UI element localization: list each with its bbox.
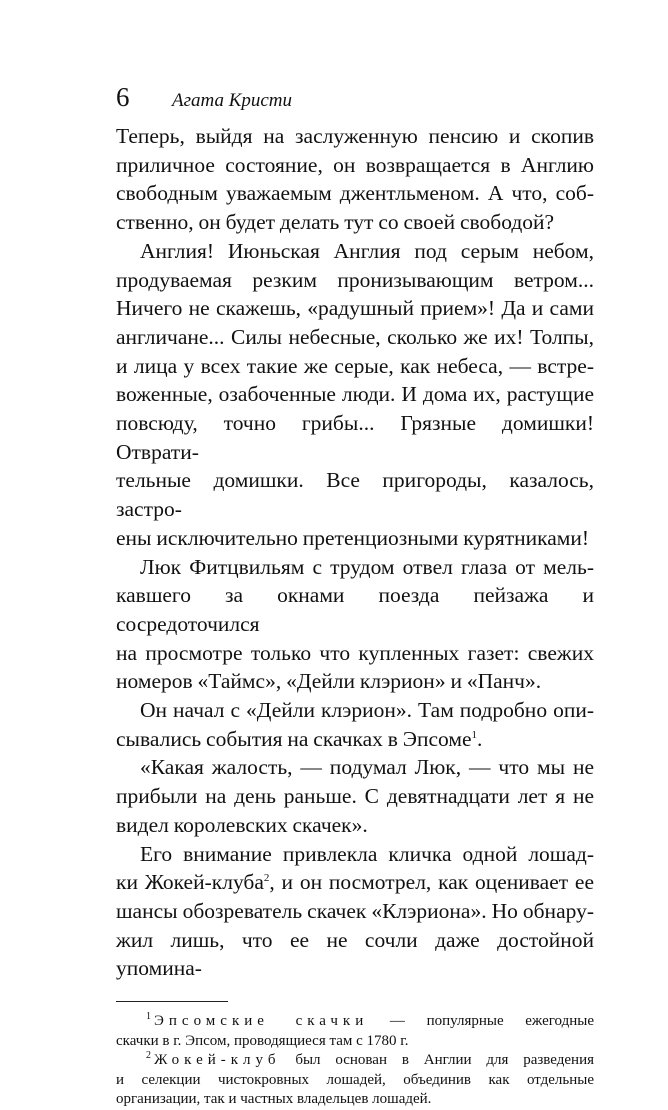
running-title: Агата Кристи <box>172 90 292 111</box>
footnote-mark: 1 <box>146 1011 151 1023</box>
footnote-term: Жокей-клуб <box>154 1052 281 1069</box>
text-line: ены исключительно претенциозными курятниками! <box>116 525 590 550</box>
footnote-ref-1: 1 <box>471 728 478 741</box>
text-line: Англия! Июньская Англия под серым небом, <box>140 238 594 263</box>
text-fragment: . <box>477 726 483 751</box>
text-line: Люк Фитцвильям с трудом отвел глаза от мель- <box>140 554 594 579</box>
text-line: воженные, озабоченные люди. И дома их, растущие <box>116 382 594 407</box>
book-page <box>116 82 594 1110</box>
text-line: кавшего за окнами поезда пейзажа и сосредоточился <box>116 583 594 636</box>
text-line: Теперь, выйдя на заслуженную пенсию и скопив <box>116 124 594 148</box>
footnote-term: Эпсомские скачки <box>154 1013 369 1030</box>
text-fragment: ки Жокей-клуба <box>116 870 264 895</box>
text-line <box>116 725 594 754</box>
paragraph-5 <box>116 753 594 839</box>
footnote-text: был основан в Англии для разведения <box>280 1052 594 1069</box>
text-line: свободным уважаемым джентльменом. А что, соб- <box>116 181 594 206</box>
text-line: тельные домишки. Все пригороды, казалось, застро- <box>116 468 594 522</box>
footnote-line <box>116 1012 594 1032</box>
text-line: Ничего не скажешь, «радушный прием»! Да и сами <box>116 296 594 321</box>
footnote-2 <box>116 1051 594 1110</box>
text-fragment: сывались события на скачках в Эпсоме <box>116 726 472 751</box>
text-line: прибыли на день раньше. С девятнадцати лет я не <box>116 784 594 809</box>
text-line: номеров «Таймс», «Дейли клэрион» и «Панч». <box>116 669 542 694</box>
text-line: приличное состояние, он возвращается в Англию <box>116 152 594 177</box>
footnote-ref-2: 2 <box>263 872 270 885</box>
footnote-divider <box>116 1001 228 1002</box>
body-text <box>116 122 594 983</box>
page-header <box>116 82 594 122</box>
text-line: видел королевских скачек». <box>116 812 368 837</box>
text-line: Он начал с «Дейли клэрион». Там подробно опи- <box>140 698 594 723</box>
text-line: жил лишь, что ее не сочли даже достойной упомина- <box>116 927 594 981</box>
text-line: на просмотре только что купленных газет: свежих <box>116 640 594 665</box>
text-fragment: , и он посмотрел, как оценивает ее <box>269 870 594 895</box>
text-line <box>116 868 594 897</box>
text-line: Его внимание привлекла кличка одной лошад- <box>140 841 594 866</box>
footnote-line <box>116 1051 594 1071</box>
text-line: англичане... Силы небесные, сколько же их! Толпы, <box>116 324 594 349</box>
paragraph-3 <box>116 553 594 697</box>
paragraph-4 <box>116 696 594 753</box>
paragraph-6 <box>116 840 594 984</box>
footnote-line: скачки в г. Эпсом, проводящиеся там с 1780 г. <box>116 1032 409 1049</box>
text-line: ственно, он будет делать тут со своей свободой? <box>116 210 555 235</box>
text-line: продуваемая резким пронизывающим ветром... <box>116 267 594 292</box>
text-line: и лица у всех такие же серые, как небеса, — встре- <box>116 353 594 378</box>
footnote-1 <box>116 1012 594 1051</box>
footnote-text: — популярные ежегодные <box>368 1013 594 1030</box>
paragraph-1 <box>116 122 594 237</box>
page-number: 6 <box>116 82 130 112</box>
text-line: «Какая жалость, — подумал Люк, — что мы не <box>140 755 594 780</box>
paragraph-2 <box>116 237 594 553</box>
text-line: шансы обозреватель скачек «Клэриона». Но обнару- <box>116 898 594 923</box>
text-line: повсюду, точно грибы... Грязные домишки! Отврати- <box>116 411 594 464</box>
footnote-line: и селекции чистокровных лошадей, объединив как отдельные <box>116 1071 594 1088</box>
footnote-mark: 2 <box>146 1050 151 1062</box>
footnote-line: организации, так и частных владельцев лошадей. <box>116 1091 432 1108</box>
